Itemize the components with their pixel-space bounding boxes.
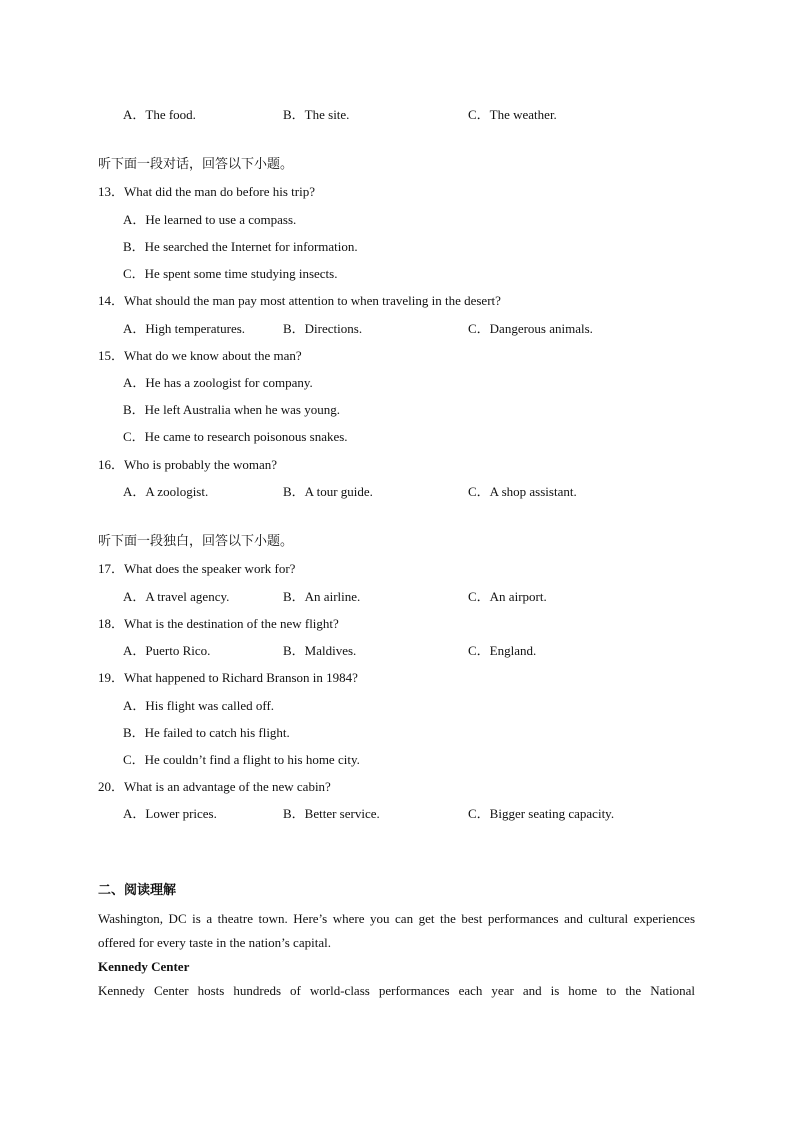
q14-question: 14．What should the man pay most attention to when traveling in the desert? (98, 293, 501, 308)
q16-option-b: B．A tour guide. (283, 484, 373, 499)
q14-option-b: B．Directions. (283, 321, 363, 336)
q15-option-c: C．He came to research poisonous snakes. (123, 429, 348, 444)
q13-option-a: A．He learned to use a compass. (123, 212, 297, 227)
q16-option-c: C．A shop assistant. (468, 484, 577, 499)
reading-section-heading: 二、阅读理解 (98, 883, 177, 898)
q20-question: 20．What is an advantage of the new cabin? (98, 779, 331, 794)
q12-option-a: A．The food. (123, 107, 196, 122)
reading-intro-line-2: offered for every taste in the nation’s capital. (98, 935, 331, 950)
kennedy-center-subheading: Kennedy Center (98, 959, 190, 974)
reading-intro-line-1: Washington, DC is a theatre town. Here’s where you can get the best performances and cultural experiences (98, 911, 695, 926)
q19-option-b: B．He failed to catch his flight. (123, 725, 290, 740)
q20-option-a: A．Lower prices. (123, 806, 217, 821)
q15-question: 15．What do we know about the man? (98, 348, 302, 363)
q16-option-a: A．A zoologist. (123, 484, 209, 499)
q19-option-c: C．He couldn’t find a flight to his home city. (123, 752, 360, 767)
kennedy-center-paragraph-line-1: Kennedy Center hosts hundreds of world-class performances each year and is home to the National (98, 983, 695, 998)
q19-question: 19．What happened to Richard Branson in 1984? (98, 670, 358, 685)
q17-option-c: C．An airport. (468, 589, 547, 604)
monologue-section-heading: 听下面一段独白，回答以下小题。 (98, 534, 294, 549)
q13-option-c: C．He spent some time studying insects. (123, 266, 338, 281)
q13-option-b: B．He searched the Internet for information. (123, 239, 358, 254)
q20-option-c: C．Bigger seating capacity. (468, 806, 615, 821)
q12-option-b: B．The site. (283, 107, 350, 122)
q12-option-c: C．The weather. (468, 107, 557, 122)
q15-option-b: B．He left Australia when he was young. (123, 402, 340, 417)
q13-question: 13．What did the man do before his trip? (98, 184, 315, 199)
q15-option-a: A．He has a zoologist for company. (123, 375, 313, 390)
dialogue-section-heading: 听下面一段对话，回答以下小题。 (98, 157, 294, 172)
q17-question: 17．What does the speaker work for? (98, 561, 296, 576)
q18-option-c: C．England. (468, 643, 537, 658)
q17-option-a: A．A travel agency. (123, 589, 230, 604)
q19-option-a: A．His flight was called off. (123, 698, 275, 713)
q14-option-a: A．High temperatures. (123, 321, 246, 336)
q20-option-b: B．Better service. (283, 806, 380, 821)
q18-question: 18．What is the destination of the new flight? (98, 616, 339, 631)
q18-option-b: B．Maldives. (283, 643, 357, 658)
q18-option-a: A．Puerto Rico. (123, 643, 211, 658)
q16-question: 16．Who is probably the woman? (98, 457, 278, 472)
q14-option-c: C．Dangerous animals. (468, 321, 593, 336)
q17-option-b: B．An airline. (283, 589, 361, 604)
